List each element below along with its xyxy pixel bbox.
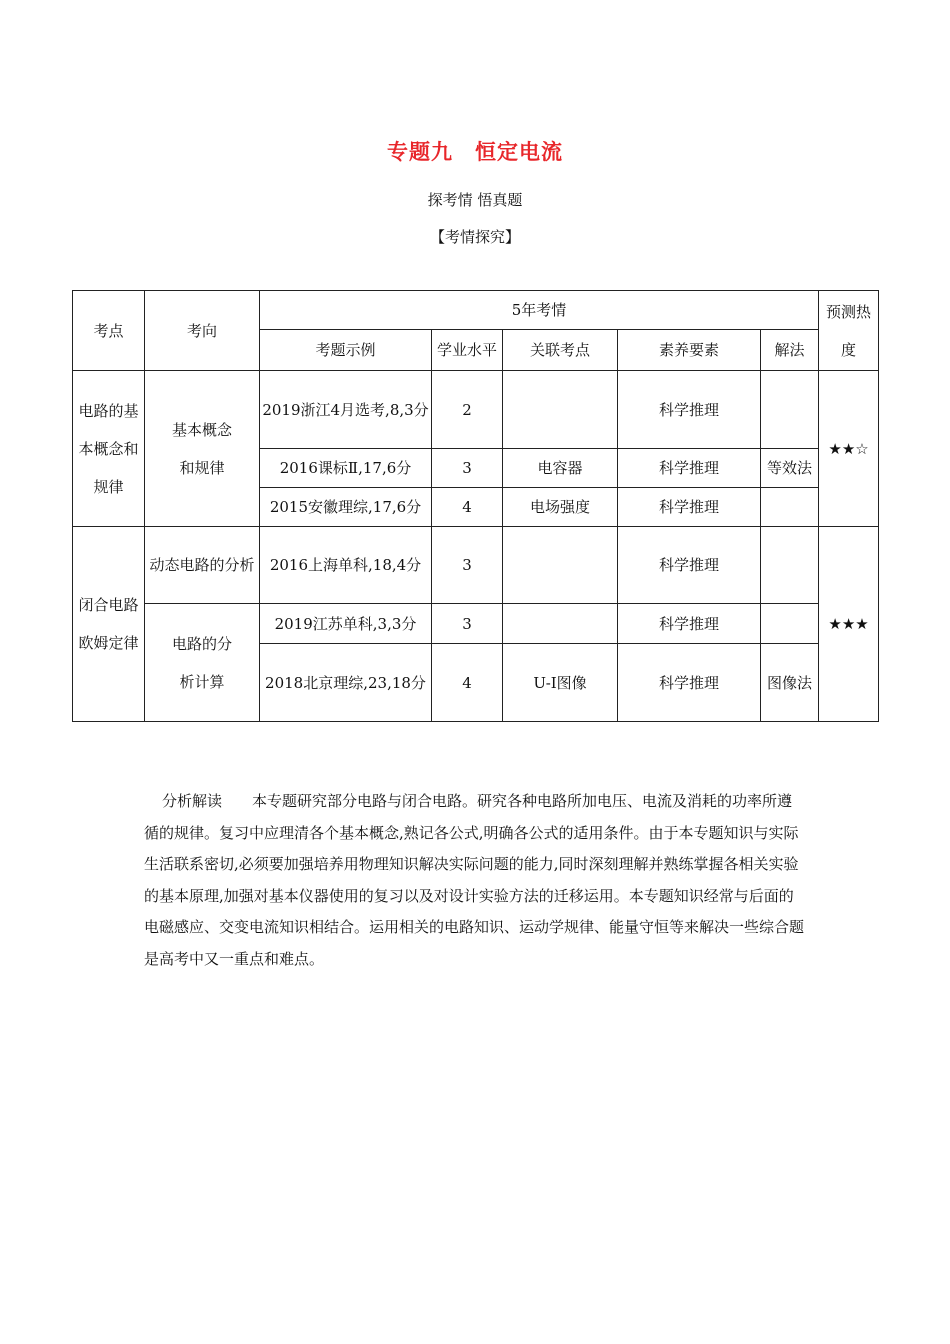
level-cell: 2: [432, 371, 503, 449]
level-cell: 3: [432, 604, 503, 644]
header-point: 考点: [73, 291, 145, 371]
title-topic-number: 专题九: [387, 140, 453, 164]
method-cell: 等效法: [761, 449, 819, 488]
example-cell: 2019江苏单科,3,3分: [260, 604, 432, 644]
header-related: 关联考点: [503, 330, 618, 371]
analysis-text: 本专题研究部分电路与闭合电路。研究各种电路所加电压、电流及消耗的功率所遵循的规律。复习中应理清各个基本概念,熟记各公式,明确各公式的适用条件。由于本专题知识与实际生活联系密切,必须要加强培养用物理知识解决实际问题的能力,同时深刻理解并熟练掌握各相关实验的基本原理,加强对基本仪器使用的复习以及对设计实验方法的迁移运用。本专题知识经常与后面的电磁感应、交变电流知识相结合。运用相关的电路知识、运动学规律、能量守恒等来解决一些综合题是高考中又一重点和难点。: [144, 792, 805, 968]
example-cell: 2016上海单科,18,4分: [260, 527, 432, 604]
related-cell: [503, 527, 618, 604]
page-title: [0, 136, 950, 166]
exam-analysis-table: [72, 290, 879, 722]
header-example: 考题示例: [260, 330, 432, 371]
level-cell: 4: [432, 488, 503, 527]
method-cell: [761, 604, 819, 644]
literacy-cell: 科学推理: [618, 644, 761, 722]
header-direction: 考向: [145, 291, 260, 371]
header-five-year: 5年考情: [260, 291, 819, 330]
literacy-cell: 科学推理: [618, 604, 761, 644]
direction-cell: 电路的分析计算: [145, 604, 260, 722]
title-topic-name: 恒定电流: [475, 140, 563, 164]
header-heat: 预测热度: [819, 291, 879, 371]
point-cell: 电路的基本概念和规律: [73, 371, 145, 527]
literacy-cell: 科学推理: [618, 527, 761, 604]
header-method: 解法: [761, 330, 819, 371]
heat-rating: ★★☆: [819, 371, 879, 527]
literacy-cell: 科学推理: [618, 488, 761, 527]
subtitle: 探考情 悟真题: [427, 191, 523, 209]
table-row: [73, 527, 879, 604]
example-cell: 2019浙江4月选考,8,3分: [260, 371, 432, 449]
analysis-paragraph: [144, 786, 806, 975]
level-cell: 4: [432, 644, 503, 722]
header-level: 学业水平: [432, 330, 503, 371]
heat-rating: ★★★: [819, 527, 879, 722]
related-cell: 电容器: [503, 449, 618, 488]
header-literacy: 素养要素: [618, 330, 761, 371]
literacy-cell: 科学推理: [618, 371, 761, 449]
table-row: [73, 371, 879, 449]
related-cell: U-I图像: [503, 644, 618, 722]
literacy-cell: 科学推理: [618, 449, 761, 488]
table-row: [73, 604, 879, 644]
related-cell: [503, 371, 618, 449]
section-label: 【考情探究】: [429, 228, 520, 246]
analysis-label: 分析解读: [162, 792, 223, 810]
example-cell: 2015安徽理综,17,6分: [260, 488, 432, 527]
related-cell: 电场强度: [503, 488, 618, 527]
point-cell: 闭合电路欧姆定律: [73, 527, 145, 722]
example-cell: 2016课标Ⅱ,17,6分: [260, 449, 432, 488]
direction-cell: 动态电路的分析: [145, 527, 260, 604]
level-cell: 3: [432, 449, 503, 488]
related-cell: [503, 604, 618, 644]
method-cell: 图像法: [761, 644, 819, 722]
level-cell: 3: [432, 527, 503, 604]
method-cell: [761, 488, 819, 527]
direction-cell: 基本概念和规律: [145, 371, 260, 527]
method-cell: [761, 527, 819, 604]
method-cell: [761, 371, 819, 449]
example-cell: 2018北京理综,23,18分: [260, 644, 432, 722]
